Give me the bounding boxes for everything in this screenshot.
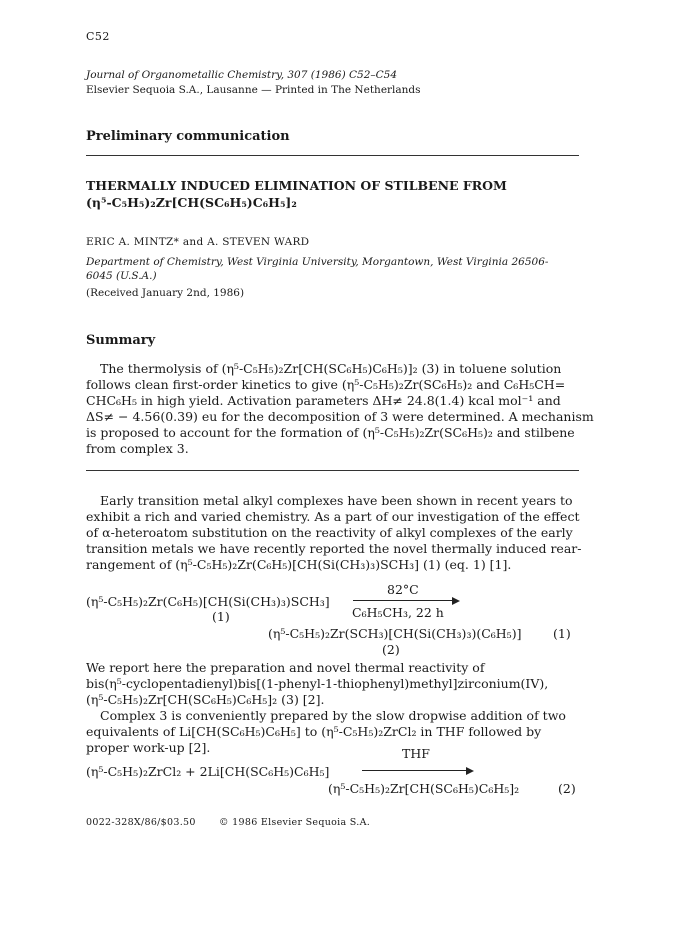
title-formula: (η⁵-C₅H₅)₂Zr[CH(SC₆H₅)C₆H₅]₂: [86, 195, 297, 210]
body-line: Early transition metal alkyl complexes have been shown in recent years to: [100, 493, 573, 508]
eq1-product-label: (2): [382, 642, 400, 657]
eq2-condition: THF: [402, 746, 430, 761]
article-type: Preliminary communication: [86, 129, 290, 144]
copyright: © 1986 Elsevier Sequoia S.A.: [219, 817, 371, 828]
eq1-reactant: (η⁵-C₅H₅)₂Zr(C₆H₅)[CH(Si(CH₃)₃)SCH₃]: [86, 594, 330, 609]
eq2-number: (2): [558, 781, 576, 796]
eq1-number: (1): [553, 626, 571, 641]
body-line: exhibit a rich and varied chemistry. As a part of our investigation of the effect: [86, 509, 580, 524]
reaction-arrow: [353, 600, 458, 601]
body-line: equivalents of Li[CH(SC₆H₅)C₆H₅] to (η⁵-C₅H₅)₂ZrCl₂ in THF followed by: [86, 724, 542, 739]
body-line: of α-heteroatom substitution on the reactivity of alkyl complexes of the early: [86, 525, 573, 540]
body-paragraph: [86, 493, 581, 573]
article-title: [86, 177, 507, 211]
body-line: We report here the preparation and novel thermal reactivity of: [86, 660, 485, 675]
body-paragraph: [86, 660, 581, 708]
publisher-line: Elsevier Sequoia S.A., Lausanne — Printed in The Netherlands: [86, 84, 421, 96]
body-line: proper work-up [2].: [86, 740, 211, 755]
summary-text: [86, 361, 594, 457]
affiliation-line: Department of Chemistry, West Virginia University, Morgantown, West Virginia 26506-: [86, 256, 549, 268]
body-line: Complex 3 is conveniently prepared by the slow dropwise addition of two: [100, 708, 566, 723]
summary-line: The thermolysis of (η⁵-C₅H₅)₂Zr[CH(SC₆H₅)C₆H₅)]₂ (3) in toluene solution: [100, 361, 562, 376]
summary-line: CHC₆H₅ in high yield. Activation parameters ΔH≠ 24.8(1.4) kcal mol⁻¹ and: [86, 393, 561, 408]
eq2-product: (η⁵-C₅H₅)₂Zr[CH(SC₆H₅)C₆H₅]₂: [328, 781, 520, 796]
divider: [86, 155, 579, 156]
eq2-reactants: (η⁵-C₅H₅)₂ZrCl₂ + 2Li[CH(SC₆H₅)C₆H₅]: [86, 764, 330, 779]
summary-heading: Summary: [86, 333, 156, 348]
received-date: (Received January 2nd, 1986): [86, 287, 245, 299]
summary-line: ΔS≠ − 4.56(0.39) eu for the decomposition of 3 were determined. A mechanism: [86, 409, 594, 424]
authors: ERIC A. MINTZ* and A. STEVEN WARD: [86, 236, 310, 248]
eq1-condition-temp: 82°C: [387, 582, 419, 597]
divider: [86, 470, 579, 471]
price-code: 0022-328X/86/$03.50: [86, 817, 196, 828]
journal-citation: [86, 68, 421, 98]
eq1-reactant-label: (1): [212, 609, 230, 624]
body-line: bis(η⁵-cyclopentadienyl)bis[(1-phenyl-1-thiophenyl)methyl]zirconium(IV),: [86, 676, 549, 691]
body-paragraph: [86, 708, 581, 756]
summary-line: from complex 3.: [86, 441, 189, 456]
journal-citation-line: Journal of Organometallic Chemistry, 307 (1986) C52–C54: [86, 69, 398, 81]
page-number: C52: [86, 30, 110, 43]
affiliation-line: 6045 (U.S.A.): [86, 270, 157, 282]
body-line: (η⁵-C₅H₅)₂Zr[CH(SC₆H₅)C₆H₅]₂ (3) [2].: [86, 692, 325, 707]
summary-line: is proposed to account for the formation of (η⁵-C₅H₅)₂Zr(SC₆H₅)₂ and stilbene: [86, 425, 575, 440]
summary-line: follows clean first-order kinetics to give (η⁵-C₅H₅)₂Zr(SC₆H₅)₂ and C₆H₅CH=: [86, 377, 566, 392]
affiliation: [86, 255, 548, 283]
eq1-condition-solvent: C₆H₅CH₃, 22 h: [352, 605, 444, 620]
eq1-product: (η⁵-C₅H₅)₂Zr(SCH₃)[CH(Si(CH₃)₃)(C₆H₅)]: [268, 626, 522, 641]
body-line: transition metals we have recently reported the novel thermally induced rear-: [86, 541, 582, 556]
footer: [86, 817, 390, 828]
title-line: THERMALLY INDUCED ELIMINATION OF STILBENE FROM: [86, 178, 507, 193]
reaction-arrow: [362, 770, 472, 771]
body-line: rangement of (η⁵-C₅H₅)₂Zr(C₆H₅)[CH(Si(CH₃)₃)SCH₃] (1) (eq. 1) [1].: [86, 557, 512, 572]
